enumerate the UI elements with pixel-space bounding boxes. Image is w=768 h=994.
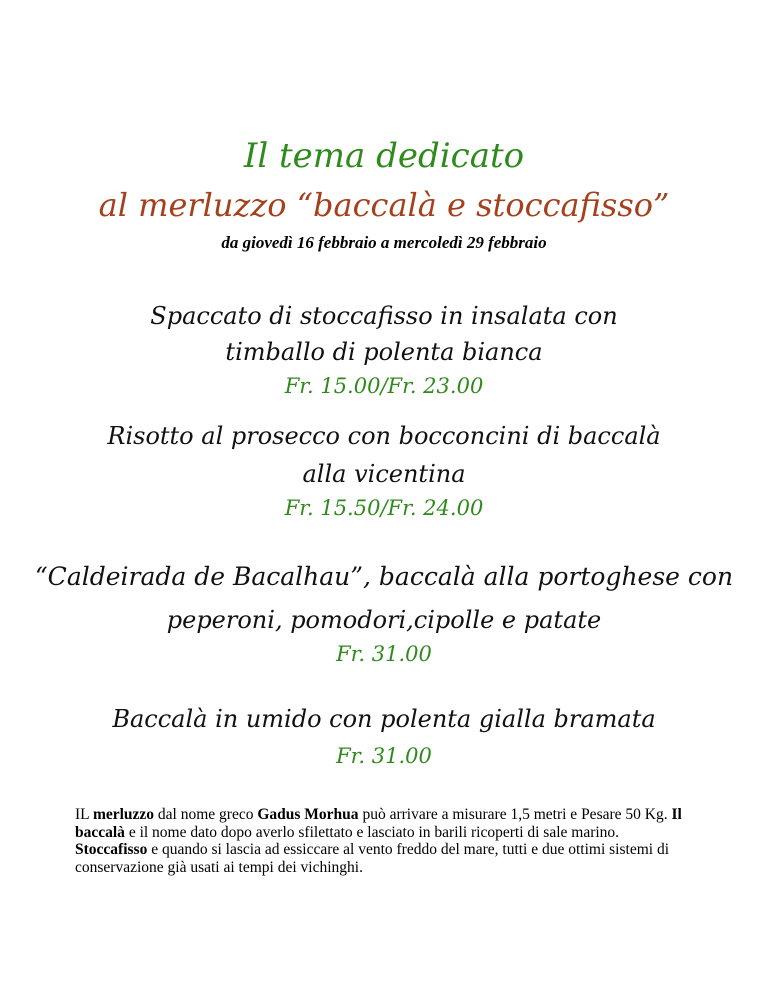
note-text: IL bbox=[75, 806, 93, 823]
dish-2-line-2: alla vicentina bbox=[302, 460, 466, 488]
dish-2-line-1: Risotto al prosecco con bocconcini di baccalà bbox=[107, 422, 661, 450]
info-paragraph bbox=[75, 806, 705, 876]
dish-2-price: Fr. 15.50/Fr. 24.00 bbox=[284, 496, 484, 520]
note-text: e il nome dato dopo averlo sfilettato e lasciato in barili ricoperti di sale marino. bbox=[124, 823, 620, 841]
note-text: dal nome greco bbox=[154, 806, 258, 823]
note-bold-stoccafisso: Stoccafisso bbox=[75, 841, 148, 858]
title-line-2: al merluzzo “baccalà e stoccafisso” bbox=[98, 186, 670, 224]
dish-3-line-2: peperoni, pomodori,cipolle e patate bbox=[166, 606, 602, 634]
dish-1-line-2: timballo di polenta bianca bbox=[225, 338, 543, 366]
note-bold-baccala: Il baccalà bbox=[75, 806, 682, 841]
dish-3-line-1: “Caldeirada de Bacalhau”, baccalà alla portoghese con bbox=[34, 562, 734, 591]
dish-1-price: Fr. 15.00/Fr. 23.00 bbox=[284, 374, 484, 398]
dish-4-price: Fr. 31.00 bbox=[336, 744, 432, 768]
date-range: da giovedì 16 febbraio a mercoledì 29 febbraio bbox=[221, 233, 547, 252]
note-bold-merluzzo: merluzzo bbox=[92, 806, 155, 823]
dish-4-line-1: Baccalà in umido con polenta gialla bramata bbox=[112, 705, 656, 733]
dish-1-line-1: Spaccato di stoccafisso in insalata con bbox=[150, 302, 618, 330]
dish-3-price: Fr. 31.00 bbox=[336, 642, 432, 666]
title-line-1: Il tema dedicato bbox=[243, 136, 525, 176]
note-text: può arrivare a misurare 1,5 metri e Pesare 50 Kg. bbox=[358, 806, 672, 823]
note-text: e quando si lascia ad essiccare al vento freddo del mare, tutti e due ottimi sistemi di conservazione già usati ai tempi dei vichinghi. bbox=[75, 841, 669, 876]
note-bold-gadus: Gadus Morhua bbox=[257, 806, 359, 823]
